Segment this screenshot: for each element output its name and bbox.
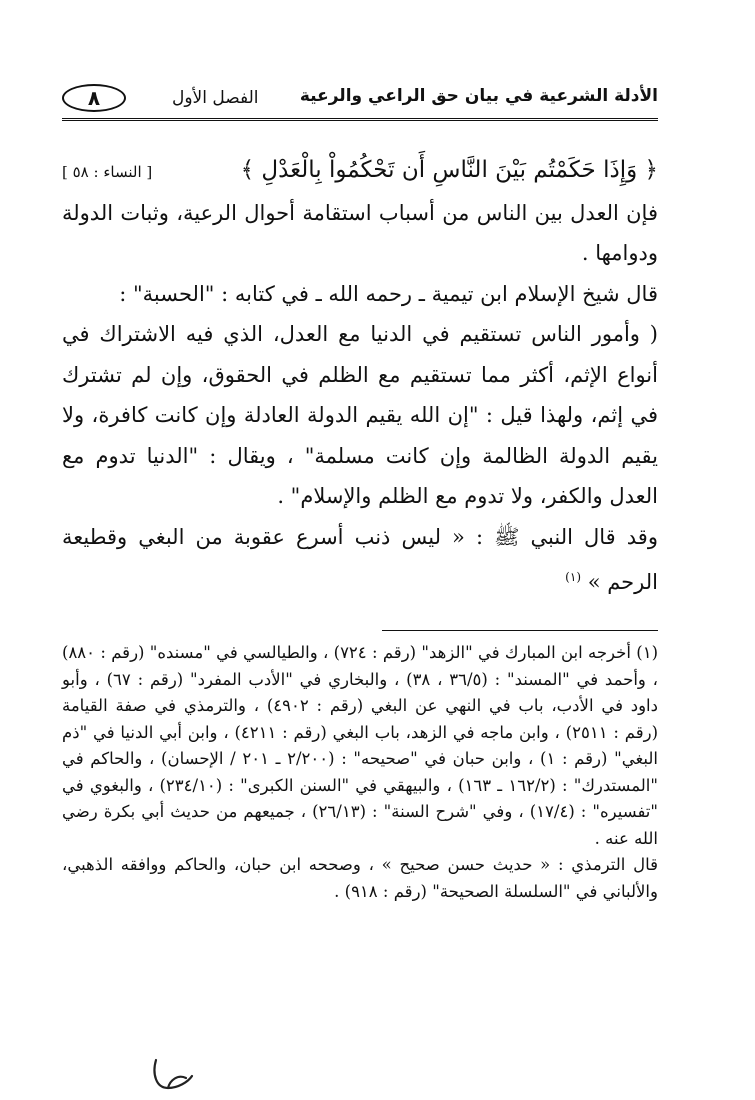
footnote-1: (١) أخرجه ابن المبارك في "الزهد" (رقم : ٧٢٤) ، والطيالسي في "مسنده" (رقم : ٨٨٠) ، وأحمد في "المسند" : (٣٦/٥ ، ٣٨) ، والبخاري في "الأدب المفرد" (رقم : ٦٧) ، وأبو داود في الأدب، باب في النهي عن البغي (رقم : ٤٩٠٢) ، والترمذي في صفة القيامة (رقم : ٢٥١١) ، وابن ماجه في الزهد، باب البغي (رقم : ٤٢١١) ، وابن أبي الدنيا في "ذم البغي" (رقم : ١) ، وابن حبان في "صحيحه" : (٢/٢٠٠ ـ ٢٠١ / الإحسان) ، والحاكم في "المستدرك" : (١٦٢/٢ ـ ١٦٣) ، والبيهقي في "السنن الكبرى" : (٢٣٤/١٠) ، والبغوي في "تفسيره" : (١٧/٤) ، وفي "شرح السنة" : (٢٦/١٣) ، جميعهم من حديث أبي بكرة رضي الله عنه . — [62, 643, 659, 848]
paragraph-justice: فإن العدل بين الناس من أسباب استقامة أحوال الرعية، وثبات الدولة ودوامها . — [62, 200, 658, 265]
footnote-ref: (١) — [565, 570, 581, 584]
book-title: الأدلة الشرعية في بيان حق الراعي والرعية — [299, 86, 658, 106]
paragraph-ibn-taymiyyah-intro: قال شيخ الإسلام ابن تيمية ـ رحمه الله ـ في كتابه : "الحسبة" : — [119, 281, 658, 306]
footnotes — [62, 640, 658, 905]
main-text — [62, 150, 658, 603]
paragraph-hisbah-quote: ( وأمور الناس تستقيم في الدنيا مع العدل، الذي فيه الاشتراك في أنواع الإثم، أكثر مما تستقيم مع الظلم في الحقوق، وإن لم تشترك في إثم، ولهذا قيل : "إن الله يقيم الدولة العادلة وإن كانت كافرة، ولا يقيم الدولة الظالمة وإن كانت مسلمة" ، ويقال : "الدنيا تدوم مع العدل والكفر، ولا تدوم مع الظلم والإسلام" . — [62, 322, 658, 508]
hadith-text: وقد قال النبي ﷺ : « ليس ذنب أسرع عقوبة من البغي وقطيعة الرحم » — [62, 524, 658, 594]
page-number: ٨ — [62, 84, 126, 112]
paragraph-hadith — [62, 517, 658, 603]
handwritten-mark — [148, 1052, 198, 1098]
quran-verse: ﴿ وَإِذَا حَكَمْتُم بَيْنَ النَّاسِ أَن تَحْكُمُواْ بِالْعَدْلِ ﴾ — [240, 157, 658, 183]
chapter-title: الفصل الأول — [172, 88, 259, 108]
footnote-divider — [382, 630, 658, 631]
footnote-2: قال الترمذي : « حديث حسن صحيح » ، وصححه ابن حبان، والحاكم ووافقه الذهبي، والألباني في "السلسلة الصحيحة" (رقم : ٩١٨) . — [62, 855, 658, 901]
page-header — [62, 82, 658, 116]
verse-line — [62, 150, 658, 193]
verse-reference: [ النساء : ٥٨ ] — [62, 163, 153, 181]
header-divider — [62, 118, 658, 121]
